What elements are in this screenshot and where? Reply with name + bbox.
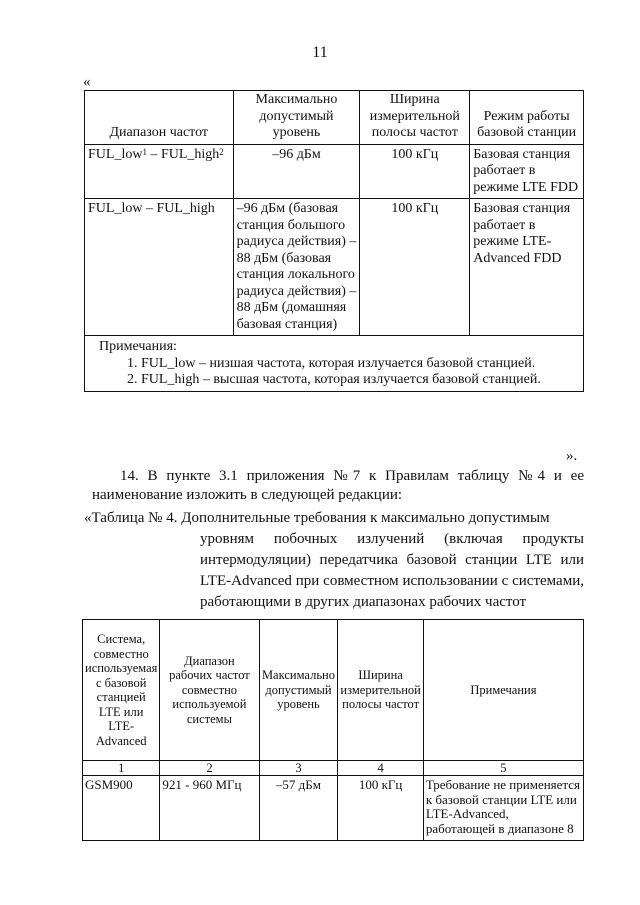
header-frequency-range: Диапазон частот [85, 91, 234, 145]
table-title-first-line: «Таблица № 4. Дополнительные требования к максимально допустимым [84, 510, 550, 526]
table-header-row [83, 620, 584, 761]
column-number-row [83, 761, 584, 776]
header-station-mode: Режим работы базовой станции [470, 91, 584, 145]
cell-bandwidth: 100 кГц [360, 144, 470, 199]
table-header-row [85, 91, 584, 145]
notes-row [85, 336, 584, 392]
cell-bandwidth: 100 кГц [360, 199, 470, 336]
table-row [85, 199, 584, 336]
quote-open: « [83, 74, 91, 90]
note-item: 2. FUL_high – высшая частота, которая излучается базовой станцией. [127, 372, 541, 387]
cell-frequency-range [85, 144, 234, 199]
cell-station-mode: Базовая станция работает в режиме LTE-Advanced FDD [470, 199, 584, 336]
cell-frequency-range: FUL_low – FUL_high [85, 199, 234, 336]
paragraph-14: 14. В пункте 3.1 приложения №7 к Правилам таблицу №4 и ее наименование изложить в следующей редакции: [92, 468, 584, 503]
cell-station-mode: Базовая станция работает в режиме LTE FDD [470, 144, 584, 199]
cell-bandwidth: 100 кГц [338, 776, 423, 841]
footnote-ref: 2 [219, 146, 224, 157]
column-number: 4 [338, 761, 423, 776]
table-title-rest: уровням побочных излучений (включая продукты интермодуляции) передатчика базовой станции LTE или LTE-Advanced при совместном использовании с системами, работающими в других диапазонах рабочих частот [200, 531, 584, 610]
header-max-level: Максимально допустимый уровень [233, 91, 360, 145]
header-max-level: Максимально допустимый уровень [259, 620, 338, 761]
column-number: 2 [160, 761, 259, 776]
notes-cell [85, 336, 584, 392]
note-item: 1. FUL_low – низшая частота, которая излучается базовой станцией. [127, 355, 536, 371]
header-bandwidth: Ширина измерительной полосы частот [338, 620, 423, 761]
column-number: 5 [423, 761, 583, 776]
range-separator: – [146, 146, 161, 162]
footnote-ref: 1 [142, 146, 147, 157]
header-bandwidth: Ширина измерительной полосы частот [360, 91, 470, 145]
cell-max-level: –96 дБм [233, 144, 360, 199]
table-title [84, 508, 584, 613]
header-notes: Примечания [423, 620, 583, 761]
header-frequency-range: Диапазон рабочих частот совместно используемой системы [160, 620, 259, 761]
cell-note: Требование не применяется к базовой станции LTE или LTE-Advanced, работающей в диапазоне 8 [423, 776, 583, 841]
cell-frequency-range: 921 - 960 МГц [160, 776, 259, 841]
table-row [83, 776, 584, 841]
page-number: 11 [312, 44, 328, 61]
quote-close: ». [566, 448, 578, 464]
column-number: 1 [83, 761, 160, 776]
requirements-table [82, 619, 584, 841]
cell-system: GSM900 [83, 776, 160, 841]
cell-max-level: –96 дБм (базовая станция большого радиуса действия) –88 дБм (базовая станция локального радиуса действия) –88 дБм (домашняя базовая станция) [233, 199, 360, 336]
cell-max-level: –57 дБм [259, 776, 338, 841]
header-system: Система, совместно используемая с базовой станцией LTE или LTE-Advanced [83, 620, 160, 761]
column-number: 3 [259, 761, 338, 776]
table-row [85, 144, 584, 199]
range-low: FUL_low [88, 146, 143, 162]
range-high: FUL_high [160, 146, 220, 162]
notes-title: Примечания: [99, 339, 177, 354]
frequency-table [84, 90, 584, 392]
